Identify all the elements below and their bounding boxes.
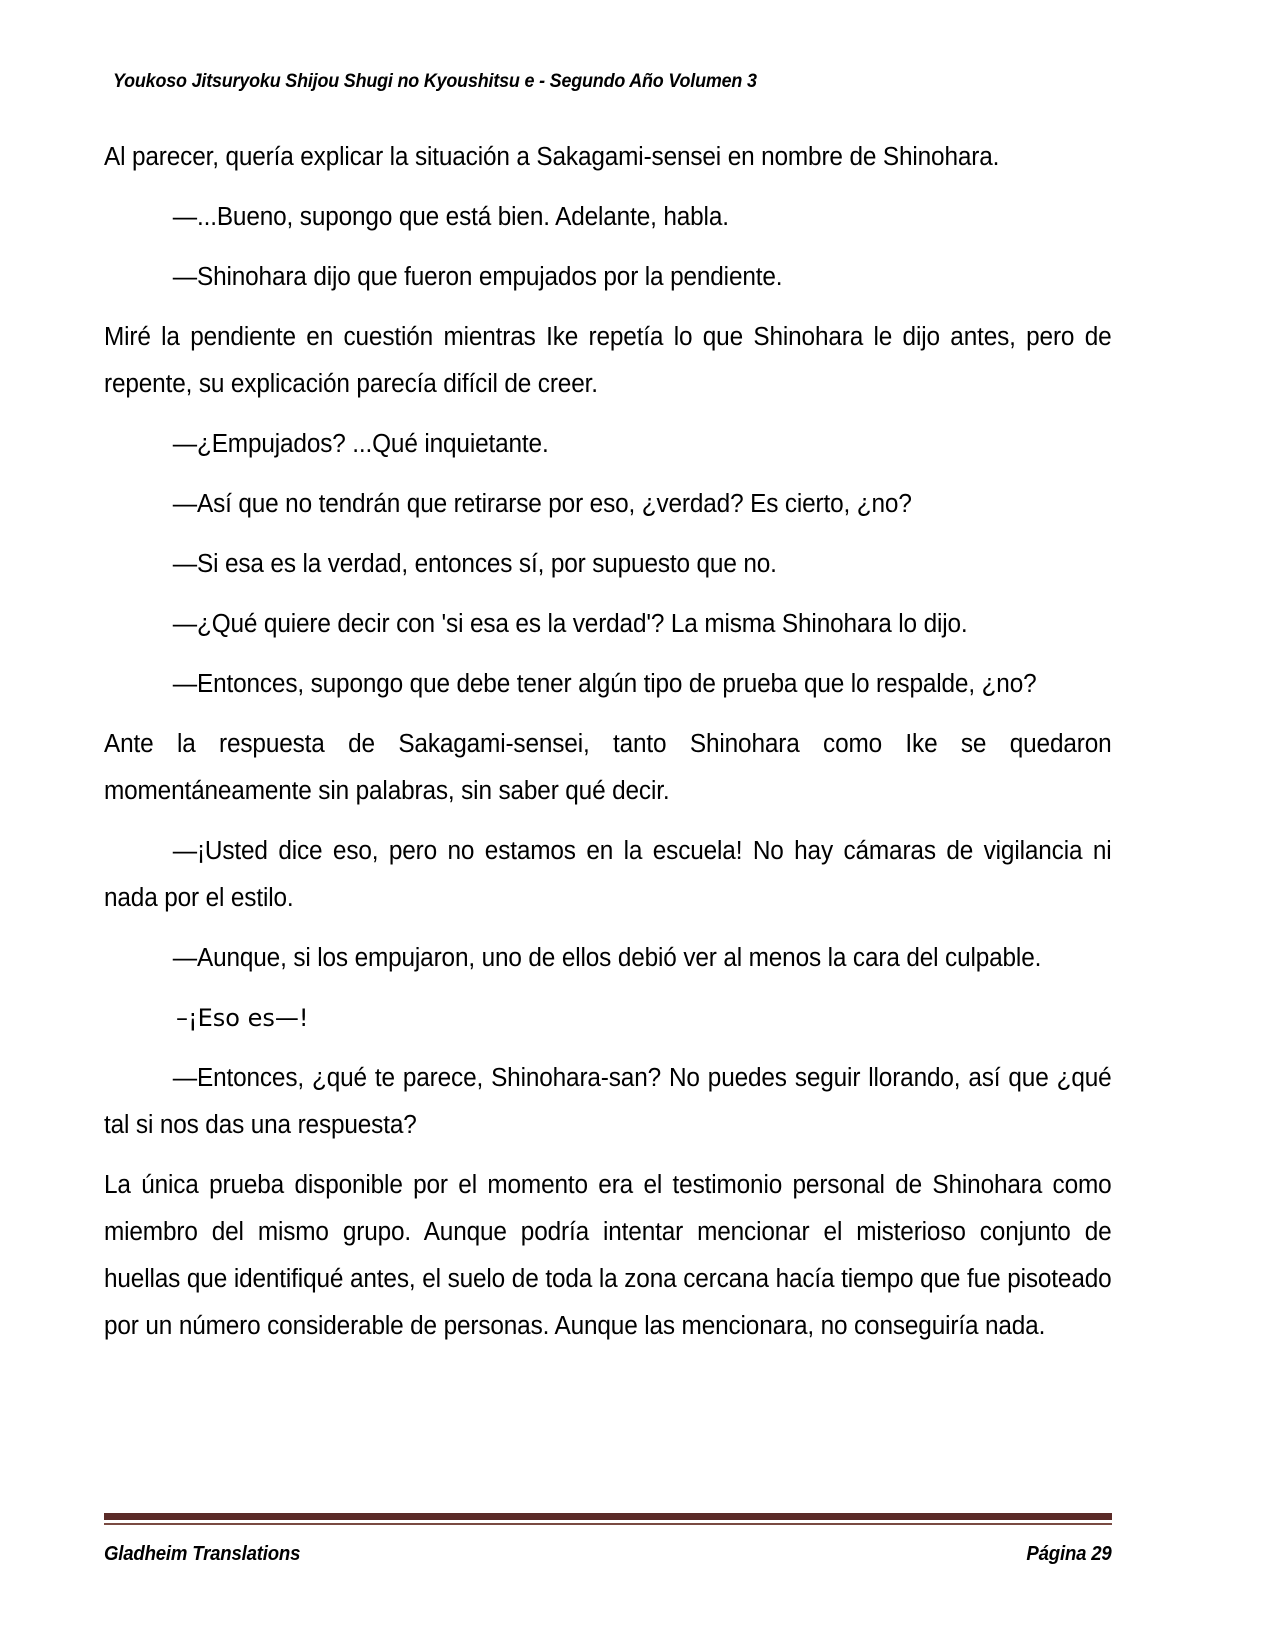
header-title: Youkoso Jitsuryoku Shijou Shugi no Kyoushitsu e - Segundo Año Volumen 3 bbox=[113, 70, 757, 92]
paragraph: —...Bueno, supongo que está bien. Adelante, habla. bbox=[172, 203, 729, 231]
paragraph: —¡Usted dice eso, pero no estamos en la escuela! No hay cámaras de vigilancia ni nada por el estilo. bbox=[104, 837, 1112, 912]
running-header bbox=[113, 70, 1163, 98]
footer-translator-credit: Gladheim Translations bbox=[104, 1543, 301, 1565]
paragraph: —¿Empujados? ...Qué inquietante. bbox=[172, 430, 549, 458]
footer-rule-thick bbox=[104, 1513, 1112, 1520]
paragraph: Al parecer, quería explicar la situación a Sakagami-sensei en nombre de Shinohara. bbox=[104, 143, 1000, 171]
paragraph: —Entonces, ¿qué te parece, Shinohara-san? No puedes seguir llorando, así que ¿qué tal si nos das una respuesta? bbox=[104, 1064, 1112, 1139]
paragraph: Ante la respuesta de Sakagami-sensei, tanto Shinohara como Ike se quedaron momentáneamente sin palabras, sin saber qué decir. bbox=[104, 730, 1112, 805]
paragraph: —Si esa es la verdad, entonces sí, por supuesto que no. bbox=[172, 550, 777, 578]
paragraph: La única prueba disponible por el momento era el testimonio personal de Shinohara como miembro del mismo grupo. Aunque podría intentar mencionar el misterioso conjunto de huellas que identifiqué antes, el suelo de toda la zona cercana hacía tiempo que fue pisoteado por un número considerable de personas. Aunque las mencionara, no conseguiría nada. bbox=[104, 1171, 1112, 1340]
running-footer bbox=[104, 1513, 1112, 1566]
paragraph: —Entonces, supongo que debe tener algún tipo de prueba que lo respalde, ¿no? bbox=[172, 670, 1037, 698]
paragraph: —Aunque, si los empujaron, uno de ellos debió ver al menos la cara del culpable. bbox=[172, 944, 1042, 972]
paragraph: —Shinohara dijo que fueron empujados por la pendiente. bbox=[172, 263, 783, 291]
footer-rule-thin bbox=[104, 1523, 1112, 1525]
paragraph: –¡Eso es—! bbox=[176, 1004, 309, 1032]
paragraph: —Así que no tendrán que retirarse por eso, ¿verdad? Es cierto, ¿no? bbox=[172, 490, 912, 518]
footer-page-number: Página 29 bbox=[1026, 1543, 1112, 1565]
footer-row bbox=[104, 1543, 1112, 1566]
body-text-column bbox=[104, 134, 1112, 1350]
paragraph: Miré la pendiente en cuestión mientras Ike repetía lo que Shinohara le dijo antes, pero de repente, su explicación parecía difícil de creer. bbox=[104, 323, 1112, 398]
paragraph: —¿Qué quiere decir con 'si esa es la verdad'? La misma Shinohara lo dijo. bbox=[172, 610, 968, 638]
